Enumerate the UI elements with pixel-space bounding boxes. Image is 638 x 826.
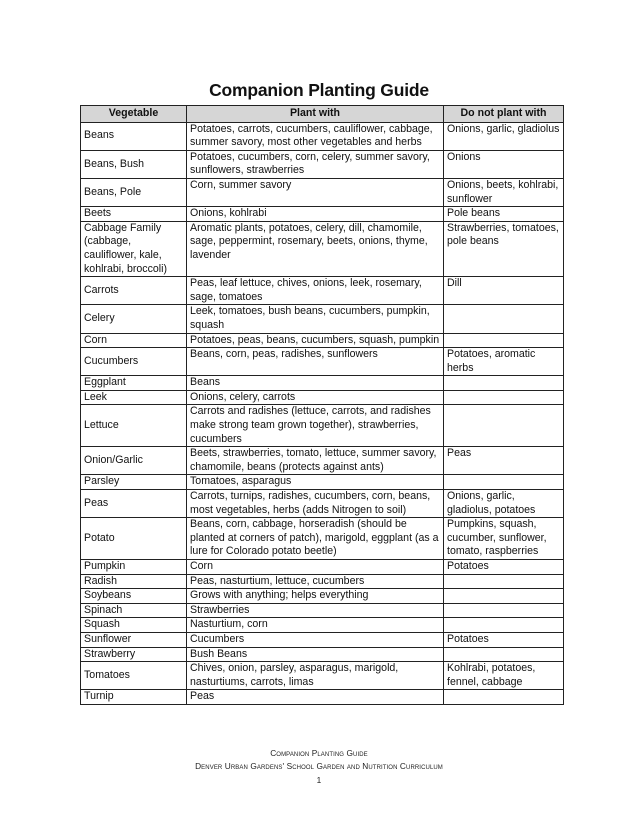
plant-with-cell: Beets, strawberries, tomato, lettuce, summer savory, chamomile, beans (protects against ants) (187, 447, 444, 475)
table-body (81, 122, 564, 704)
do-not-plant-with-cell (444, 690, 564, 705)
do-not-plant-with-cell: Potatoes (444, 632, 564, 647)
vegetable-cell: Cucumbers (81, 348, 187, 376)
plant-with-cell: Strawberries (187, 603, 444, 618)
do-not-plant-with-cell: Dill (444, 277, 564, 305)
vegetable-cell: Lettuce (81, 405, 187, 447)
table-row (81, 376, 564, 391)
plant-with-cell: Beans (187, 376, 444, 391)
plant-with-cell: Peas (187, 690, 444, 705)
table-row (81, 632, 564, 647)
vegetable-cell: Radish (81, 574, 187, 589)
vegetable-cell: Strawberry (81, 647, 187, 662)
plant-with-cell: Potatoes, cucumbers, corn, celery, summer savory, sunflowers, strawberries (187, 150, 444, 178)
table-row (81, 574, 564, 589)
page-number: 1 (316, 775, 322, 785)
do-not-plant-with-cell: Strawberries, tomatoes, pole beans (444, 221, 564, 276)
plant-with-cell: Corn, summer savory (187, 178, 444, 206)
table-row (81, 178, 564, 206)
vegetable-cell: Pumpkin (81, 560, 187, 575)
plant-with-cell: Bush Beans (187, 647, 444, 662)
plant-with-cell: Leek, tomatoes, bush beans, cucumbers, pumpkin, squash (187, 305, 444, 333)
table-row (81, 405, 564, 447)
vegetable-cell: Onion/Garlic (81, 447, 187, 475)
vegetable-cell: Beans, Bush (81, 150, 187, 178)
plant-with-cell: Potatoes, carrots, cucumbers, cauliflower, cabbage, summer savory, most other vegetables and herbs (187, 122, 444, 150)
do-not-plant-with-cell (444, 618, 564, 633)
table-row (81, 207, 564, 222)
table-row (81, 390, 564, 405)
table-row (81, 475, 564, 490)
table-row (81, 221, 564, 276)
do-not-plant-with-cell (444, 574, 564, 589)
vegetable-cell: Leek (81, 390, 187, 405)
vegetable-cell: Beans (81, 122, 187, 150)
do-not-plant-with-cell (444, 475, 564, 490)
plant-with-cell: Beans, corn, peas, radishes, sunflowers (187, 348, 444, 376)
do-not-plant-with-cell: Onions, garlic, gladiolus, potatoes (444, 490, 564, 518)
header-vegetable: Vegetable (81, 106, 187, 123)
plant-with-cell: Carrots and radishes (lettuce, carrots, and radishes make strong team grown together), strawberries, cucumbers (187, 405, 444, 447)
do-not-plant-with-cell: Onions (444, 150, 564, 178)
do-not-plant-with-cell (444, 390, 564, 405)
page-title: Companion Planting Guide (209, 80, 429, 100)
plant-with-cell: Onions, celery, carrots (187, 390, 444, 405)
plant-with-cell: Tomatoes, asparagus (187, 475, 444, 490)
vegetable-cell: Carrots (81, 277, 187, 305)
do-not-plant-with-cell: Kohlrabi, potatoes, fennel, cabbage (444, 662, 564, 690)
table-row (81, 647, 564, 662)
footer-curriculum: Denver Urban Gardens' School Garden and Nutrition Curriculum (195, 761, 443, 771)
vegetable-cell: Peas (81, 490, 187, 518)
table-row (81, 603, 564, 618)
vegetable-cell: Turnip (81, 690, 187, 705)
plant-with-cell: Potatoes, peas, beans, cucumbers, squash, pumpkin (187, 333, 444, 348)
do-not-plant-with-cell (444, 647, 564, 662)
table-row (81, 490, 564, 518)
table-row (81, 305, 564, 333)
plant-with-cell: Onions, kohlrabi (187, 207, 444, 222)
do-not-plant-with-cell: Pumpkins, squash, cucumber, sunflower, tomato, raspberries (444, 518, 564, 560)
plant-with-cell: Chives, onion, parsley, asparagus, marigold, nasturtiums, carrots, limas (187, 662, 444, 690)
table-row (81, 690, 564, 705)
plant-with-cell: Corn (187, 560, 444, 575)
do-not-plant-with-cell (444, 305, 564, 333)
table-row (81, 122, 564, 150)
table-row (81, 348, 564, 376)
vegetable-cell: Squash (81, 618, 187, 633)
table-row (81, 589, 564, 604)
table-row (81, 277, 564, 305)
do-not-plant-with-cell (444, 405, 564, 447)
do-not-plant-with-cell: Pole beans (444, 207, 564, 222)
vegetable-cell: Potato (81, 518, 187, 560)
table-row (81, 662, 564, 690)
do-not-plant-with-cell: Onions, garlic, gladiolus (444, 122, 564, 150)
vegetable-cell: Soybeans (81, 589, 187, 604)
table-row (81, 618, 564, 633)
do-not-plant-with-cell (444, 603, 564, 618)
plant-with-cell: Aromatic plants, potatoes, celery, dill, chamomile, sage, peppermint, rosemary, beets, onions, thyme, lavender (187, 221, 444, 276)
table-row (81, 518, 564, 560)
plant-with-cell: Peas, leaf lettuce, chives, onions, leek, rosemary, sage, tomatoes (187, 277, 444, 305)
do-not-plant-with-cell: Peas (444, 447, 564, 475)
plant-with-cell: Beans, corn, cabbage, horseradish (should be planted at corners of patch), marigold, eggplant (as a lure for Colorado potato beetle) (187, 518, 444, 560)
vegetable-cell: Parsley (81, 475, 187, 490)
footer-guide-title: Companion Planting Guide (270, 748, 368, 758)
vegetable-cell: Corn (81, 333, 187, 348)
plant-with-cell: Peas, nasturtium, lettuce, cucumbers (187, 574, 444, 589)
header-do-not-plant-with: Do not plant with (444, 106, 564, 123)
vegetable-cell: Beans, Pole (81, 178, 187, 206)
do-not-plant-with-cell (444, 333, 564, 348)
vegetable-cell: Sunflower (81, 632, 187, 647)
vegetable-cell: Celery (81, 305, 187, 333)
table-header-row (81, 106, 564, 123)
header-plant-with: Plant with (187, 106, 444, 123)
vegetable-cell: Cabbage Family (cabbage, cauliflower, kale, kohlrabi, broccoli) (81, 221, 187, 276)
vegetable-cell: Eggplant (81, 376, 187, 391)
do-not-plant-with-cell (444, 589, 564, 604)
table-row (81, 447, 564, 475)
do-not-plant-with-cell: Potatoes, aromatic herbs (444, 348, 564, 376)
companion-planting-table (80, 105, 564, 705)
table-row (81, 150, 564, 178)
vegetable-cell: Tomatoes (81, 662, 187, 690)
vegetable-cell: Beets (81, 207, 187, 222)
do-not-plant-with-cell: Onions, beets, kohlrabi, sunflower (444, 178, 564, 206)
plant-with-cell: Nasturtium, corn (187, 618, 444, 633)
vegetable-cell: Spinach (81, 603, 187, 618)
table-row (81, 560, 564, 575)
plant-with-cell: Cucumbers (187, 632, 444, 647)
do-not-plant-with-cell: Potatoes (444, 560, 564, 575)
plant-with-cell: Grows with anything; helps everything (187, 589, 444, 604)
plant-with-cell: Carrots, turnips, radishes, cucumbers, corn, beans, most vegetables, herbs (adds Nitrogen to soil) (187, 490, 444, 518)
table-row (81, 333, 564, 348)
do-not-plant-with-cell (444, 376, 564, 391)
